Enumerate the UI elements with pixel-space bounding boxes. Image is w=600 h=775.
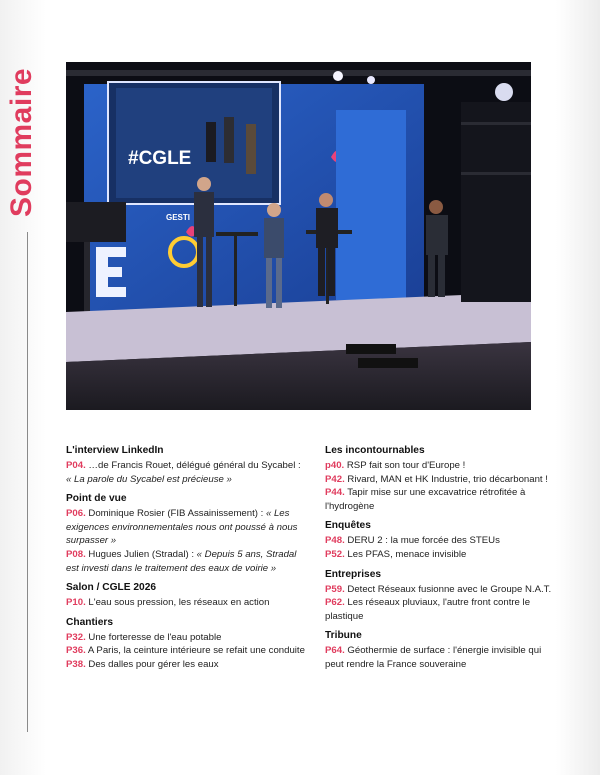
toc-page-number: P52. (325, 548, 345, 560)
toc-entry-quote: « Depuis 5 ans, Stradal est investi dans le traitement des eaux de voirie » (66, 548, 297, 574)
sommaire-title: Sommaire (5, 67, 38, 217)
toc-entry-text: RSP fait son tour d'Europe ! (344, 460, 466, 471)
toc-entry-text: Les réseaux pluviaux, l'autre front contre le plastique (325, 597, 531, 622)
toc-section-title: Point de vue (66, 493, 127, 505)
toc-entry[interactable] (66, 631, 306, 645)
toc-page-number: P48. (325, 535, 345, 547)
toc-page-number: P64. (325, 645, 345, 657)
toc-entry[interactable] (325, 548, 555, 562)
contents-left-column (66, 444, 306, 678)
toc-section (325, 519, 555, 561)
toc-section (325, 568, 555, 624)
toc-entry-quote: « Les exigences environnementales nous ont poussé à nous surpasser » (66, 508, 298, 547)
toc-section (325, 629, 555, 671)
toc-page-number: P36. (66, 645, 86, 657)
toc-section (325, 444, 555, 513)
toc-page-number: p40. (325, 460, 345, 471)
toc-entry-text: Detect Réseaux fusionne avec le Groupe N.A.T. (344, 583, 552, 595)
toc-section-title: Enquêtes (325, 520, 371, 532)
conference-stage-illustration (66, 62, 531, 410)
toc-page-number: P42. (325, 473, 345, 485)
toc-page-number: P06. (66, 508, 86, 520)
toc-entry[interactable] (66, 507, 306, 548)
toc-entry-text: Tapir mise sur une excavatrice rétrofitée à l'hydrogène (325, 487, 526, 512)
toc-entry-text: A Paris, la ceinture intérieure se refait une conduite (85, 645, 305, 657)
toc-entry[interactable] (325, 583, 555, 597)
toc-entry[interactable] (66, 644, 306, 658)
toc-page-number: P04. (66, 460, 86, 471)
toc-entry[interactable] (66, 459, 306, 486)
toc-page-number: P38. (66, 658, 86, 670)
page-edge-shadow (556, 0, 600, 775)
toc-section-title: Les incontournables (325, 445, 425, 456)
toc-section (66, 444, 306, 486)
toc-entry-text: Géothermie de surface : l'énergie invisible qui peut rendre la France souveraine (325, 645, 542, 670)
toc-entry[interactable] (325, 459, 555, 473)
screen-logo-text: GESTI (166, 213, 191, 222)
toc-section (66, 616, 306, 672)
toc-page-number: P32. (66, 631, 86, 643)
toc-page-number: P10. (66, 597, 86, 609)
toc-entry-text: Une forteresse de l'eau potable (85, 631, 222, 643)
toc-entry[interactable] (325, 596, 555, 623)
toc-section (66, 581, 306, 610)
toc-entry-text: Des dalles pour gérer les eaux (85, 658, 219, 670)
toc-entry-text: Rivard, MAN et HK Industrie, trio décarbonant ! (344, 473, 548, 485)
toc-entry[interactable] (66, 596, 306, 610)
toc-entry-text: Les PFAS, menace invisible (344, 548, 467, 560)
sidebar-rule (27, 232, 28, 732)
toc-section-title: Chantiers (66, 616, 113, 628)
contents-right-column (325, 444, 555, 678)
conference-photo (66, 62, 531, 410)
toc-entry[interactable] (325, 644, 555, 671)
toc-section-title: L'interview LinkedIn (66, 445, 164, 456)
toc-entry[interactable] (66, 658, 306, 672)
toc-entry-text: DERU 2 : la mue forcée des STEUs (344, 535, 500, 547)
toc-entry-quote: « La parole du Sycabel est précieuse » (66, 473, 232, 485)
toc-section-title: Entreprises (325, 568, 382, 580)
toc-section (66, 492, 306, 575)
toc-section-title: Salon / CGLE 2026 (66, 582, 157, 594)
toc-page-number: P59. (325, 583, 345, 595)
toc-entry[interactable] (325, 473, 555, 487)
toc-section-title: Tribune (325, 630, 362, 642)
toc-entry-text: L'eau sous pression, les réseaux en action (85, 597, 270, 609)
toc-entry-text: …de Francis Rouet, délégué général du Sycabel : (85, 460, 301, 471)
toc-entry-text: Dominique Rosier (FIB Assainissement) : (85, 508, 266, 520)
toc-page-number: P62. (325, 597, 345, 609)
toc-entry-text: Hugues Julien (Stradal) : (85, 548, 197, 560)
toc-entry[interactable] (66, 548, 306, 575)
screen-hashtag: #CGLE (128, 148, 192, 169)
toc-entry[interactable] (325, 486, 555, 513)
toc-page-number: P08. (66, 548, 86, 560)
toc-entry[interactable] (325, 534, 555, 548)
toc-page-number: P44. (325, 487, 345, 499)
